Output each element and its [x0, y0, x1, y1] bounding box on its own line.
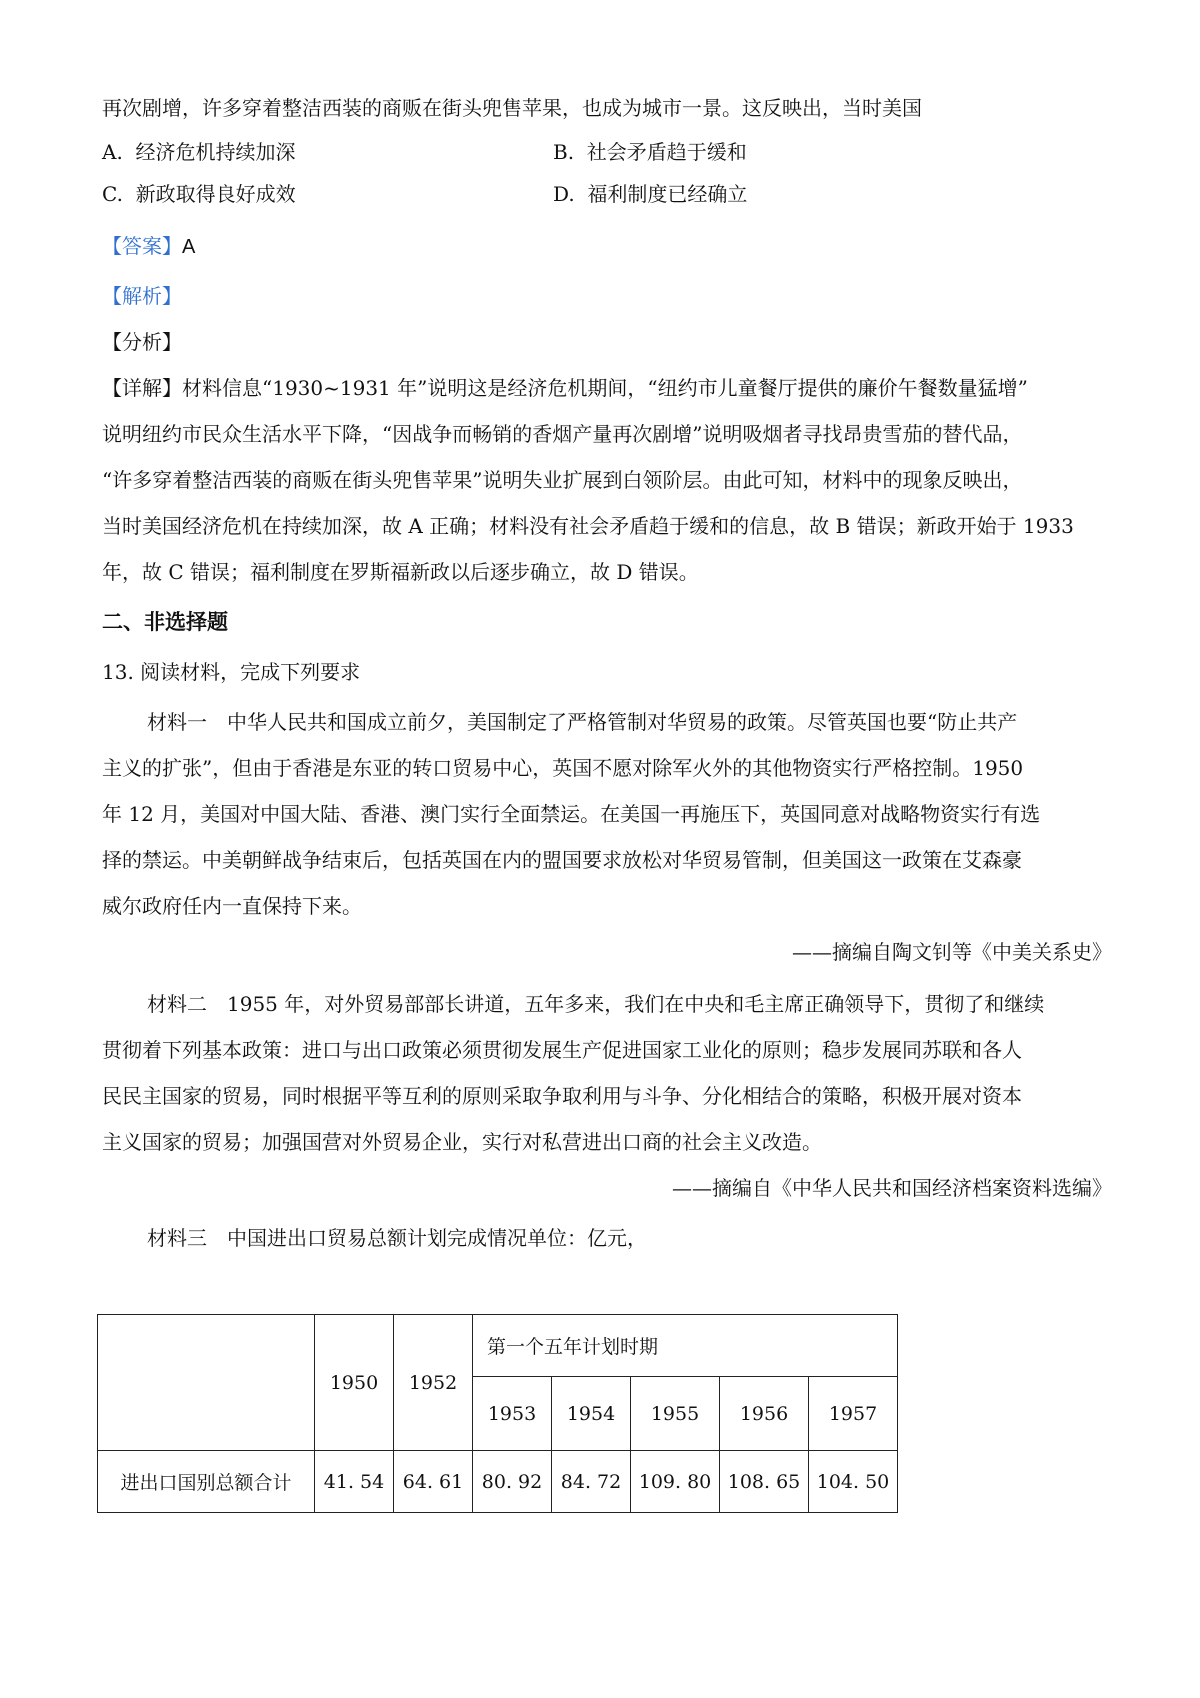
- material2-line: 材料二 1955 年，对外贸易部部长讲道，五年多来，我们在中央和毛主席正确领导下，贯彻了和继续: [147, 992, 1045, 1016]
- material1-source: ——摘编自陶文钊等《中美关系史》: [792, 940, 1112, 964]
- table-header-year: 1955: [631, 1377, 720, 1451]
- table-header-1950: 1950: [315, 1315, 394, 1451]
- analysis-label: 【解析】: [102, 284, 182, 308]
- detail-line: “许多穿着整洁西装的商贩在街头兜售苹果”说明失业扩展到白领阶层。由此可知，材料中的现象反映出，: [102, 468, 1023, 492]
- table-row: [98, 1451, 898, 1513]
- table-header-year: 1956: [720, 1377, 809, 1451]
- option-text: 经济危机持续加深: [135, 140, 296, 164]
- answer-label: 【答案】: [102, 234, 182, 258]
- table-cell: 108. 65: [720, 1451, 809, 1513]
- answer-value: A: [182, 236, 196, 258]
- material2-line: 民民主国家的贸易，同时根据平等互利的原则采取争取利用与斗争、分化相结合的策略，积极开展对资本: [102, 1084, 1022, 1108]
- section-heading: 二、非选择题: [102, 610, 228, 634]
- table-header-year: 1954: [552, 1377, 631, 1451]
- detail-line: 【详解】材料信息“1930~1931 年”说明这是经济危机期间，“纽约市儿童餐厅提供的廉价午餐数量猛增”: [102, 376, 1028, 400]
- option-a: [102, 142, 296, 162]
- option-text: 社会矛盾趋于缓和: [586, 140, 747, 164]
- material1-line: 主义的扩张”，但由于香港是东亚的转口贸易中心，英国不愿对除军火外的其他物资实行严格控制。1950: [102, 756, 1024, 780]
- table-cell: 41. 54: [315, 1451, 394, 1513]
- material1-line: 择的禁运。中美朝鲜战争结束后，包括英国在内的盟国要求放松对华贸易管制，但美国这一政策在艾森豪: [102, 848, 1022, 872]
- detail-line: 当时美国经济危机在持续加深，故 A 正确；材料没有社会矛盾趋于缓和的信息，故 B 错误；新政开始于 1933: [102, 514, 1074, 538]
- material2-line: 主义国家的贸易；加强国营对外贸易企业，实行对私营进出口商的社会主义改造。: [102, 1130, 822, 1154]
- option-letter: C.: [102, 182, 123, 206]
- answer-line: [102, 236, 195, 257]
- option-letter: A.: [102, 140, 123, 164]
- table-header-plan: 第一个五年计划时期: [473, 1315, 898, 1377]
- option-text: 福利制度已经确立: [587, 182, 748, 206]
- table-cell: 80. 92: [473, 1451, 552, 1513]
- material2-source: ——摘编自《中华人民共和国经济档案资料选编》: [672, 1176, 1112, 1200]
- material2-line: 贯彻着下列基本政策：进口与出口政策必须贯彻发展生产促进国家工业化的原则；稳步发展同苏联和各人: [102, 1038, 1022, 1062]
- detail-line: 年，故 C 错误；福利制度在罗斯福新政以后逐步确立，故 D 错误。: [102, 560, 699, 584]
- option-letter: B.: [553, 140, 575, 164]
- fenxi-label: 【分析】: [102, 330, 182, 354]
- question-13-stem: 13. 阅读材料，完成下列要求: [102, 660, 361, 684]
- detail-line: 说明纽约市民众生活水平下降，“因战争而畅销的香烟产量再次剧增”说明吸烟者寻找昂贵雪茄的替代品，: [102, 422, 1023, 446]
- option-b: [553, 142, 747, 162]
- material1-line: 威尔政府任内一直保持下来。: [102, 894, 362, 918]
- question-stem-tail: 再次剧增，许多穿着整洁西装的商贩在街头兜售苹果，也成为城市一景。这反映出，当时美国: [102, 96, 922, 120]
- material1-line: 年 12 月，美国对中国大陆、香港、澳门实行全面禁运。在美国一再施压下，英国同意对战略物资实行有选: [102, 802, 1041, 826]
- option-c: [102, 184, 296, 204]
- table-corner-cell: [98, 1315, 315, 1451]
- table-cell: 64. 61: [394, 1451, 473, 1513]
- option-letter: D.: [553, 182, 575, 206]
- trade-table: [97, 1314, 898, 1513]
- table-cell: 109. 80: [631, 1451, 720, 1513]
- option-text: 新政取得良好成效: [135, 182, 296, 206]
- table-row-label: 进出口国别总额合计: [98, 1451, 315, 1513]
- table-header-1952: 1952: [394, 1315, 473, 1451]
- table-cell: 104. 50: [809, 1451, 898, 1513]
- option-d: [553, 184, 747, 204]
- table-cell: 84. 72: [552, 1451, 631, 1513]
- material1-line: 材料一 中华人民共和国成立前夕，美国制定了严格管制对华贸易的政策。尽管英国也要“防止共产: [147, 710, 1018, 734]
- table-header-year: 1957: [809, 1377, 898, 1451]
- table-header-year: 1953: [473, 1377, 552, 1451]
- material3-intro: 材料三 中国进出口贸易总额计划完成情况单位：亿元，: [147, 1226, 647, 1250]
